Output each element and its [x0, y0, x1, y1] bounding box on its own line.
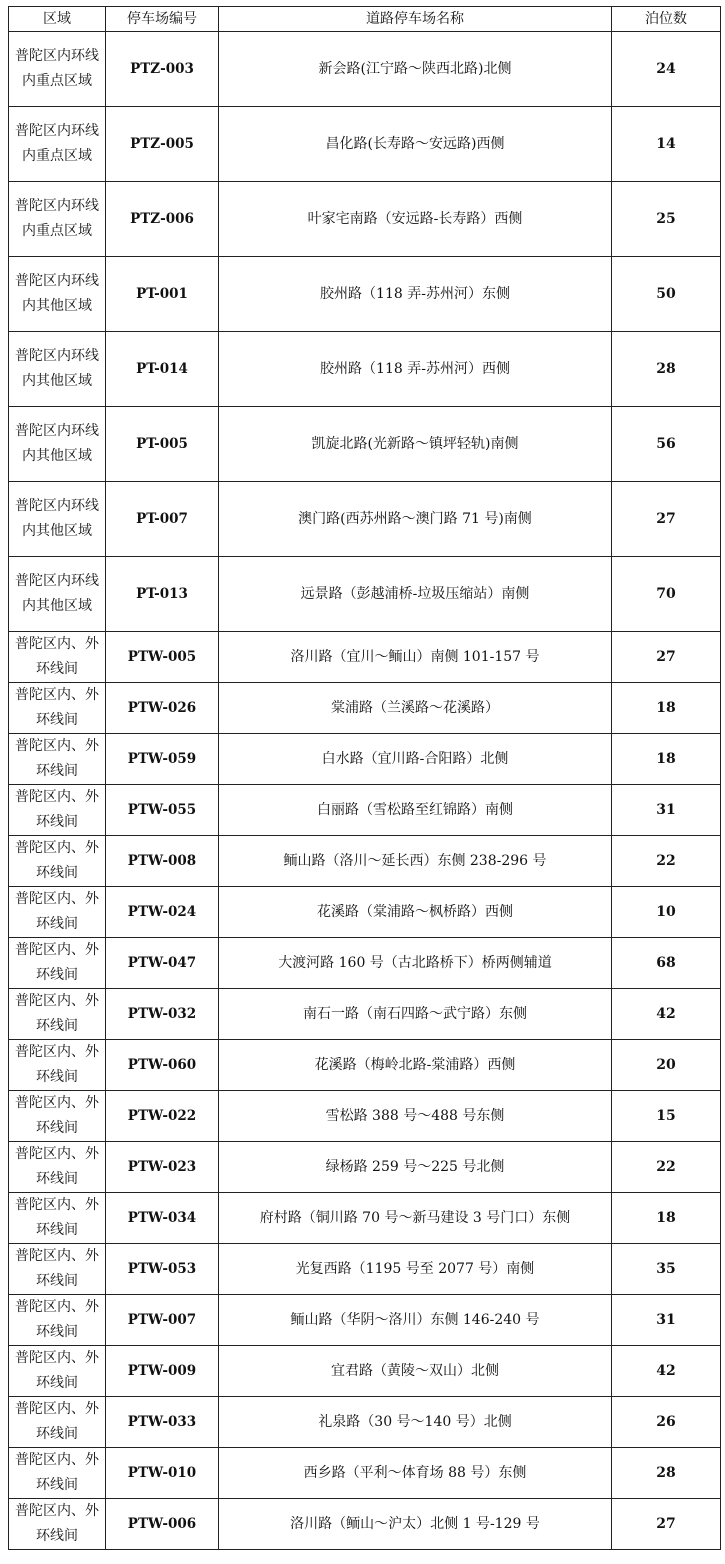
area-cell: 普陀区内、外环线间 [9, 683, 106, 734]
name-cell: 礼泉路（30 号～140 号）北侧 [219, 1397, 612, 1448]
name-cell: 胶州路（118 弄-苏州河）西侧 [219, 332, 612, 407]
spaces-cell: 31 [612, 1295, 721, 1346]
table-row [9, 182, 721, 257]
code-cell: PT-001 [106, 257, 219, 332]
spaces-cell: 24 [612, 32, 721, 107]
name-cell: 府村路（铜川路 70 号～新马建设 3 号门口）东侧 [219, 1193, 612, 1244]
code-cell: PTW-008 [106, 836, 219, 887]
name-cell: 宜君路（黄陵～双山）北侧 [219, 1346, 612, 1397]
area-cell: 普陀区内、外环线间 [9, 836, 106, 887]
name-cell: 凯旋北路(光新路～镇坪轻轨)南侧 [219, 407, 612, 482]
spaces-cell: 28 [612, 332, 721, 407]
name-cell: 昌化路(长寿路～安远路)西侧 [219, 107, 612, 182]
table-row [9, 482, 721, 557]
code-cell: PTW-032 [106, 989, 219, 1040]
code-cell: PTW-022 [106, 1091, 219, 1142]
spaces-cell: 50 [612, 257, 721, 332]
name-cell: 西乡路（平利～体育场 88 号）东侧 [219, 1448, 612, 1499]
spaces-cell: 18 [612, 683, 721, 734]
code-cell: PT-014 [106, 332, 219, 407]
name-cell: 花溪路（棠浦路～枫桥路）西侧 [219, 887, 612, 938]
name-cell: 棠浦路（兰溪路～花溪路） [219, 683, 612, 734]
header-spaces: 泊位数 [612, 7, 721, 32]
area-cell: 普陀区内、外环线间 [9, 1142, 106, 1193]
area-cell: 普陀区内、外环线间 [9, 1091, 106, 1142]
code-cell: PTW-026 [106, 683, 219, 734]
header-name: 道路停车场名称 [219, 7, 612, 32]
name-cell: 洛川路（鲕山～沪太）北侧 1 号-129 号 [219, 1499, 612, 1550]
code-cell: PTZ-006 [106, 182, 219, 257]
table-row [9, 836, 721, 887]
table-row [9, 557, 721, 632]
code-cell: PTW-059 [106, 734, 219, 785]
code-cell: PTW-024 [106, 887, 219, 938]
spaces-cell: 27 [612, 482, 721, 557]
code-cell: PTZ-003 [106, 32, 219, 107]
spaces-cell: 27 [612, 632, 721, 683]
code-cell: PTZ-005 [106, 107, 219, 182]
name-cell: 光复西路（1195 号至 2077 号）南侧 [219, 1244, 612, 1295]
spaces-cell: 10 [612, 887, 721, 938]
name-cell: 鲕山路（洛川～延长西）东侧 238-296 号 [219, 836, 612, 887]
spaces-cell: 35 [612, 1244, 721, 1295]
code-cell: PTW-023 [106, 1142, 219, 1193]
area-cell: 普陀区内、外环线间 [9, 887, 106, 938]
table-row [9, 632, 721, 683]
area-cell: 普陀区内环线内其他区域 [9, 482, 106, 557]
spaces-cell: 42 [612, 1346, 721, 1397]
name-cell: 洛川路（宜川～鲕山）南侧 101-157 号 [219, 632, 612, 683]
spaces-cell: 15 [612, 1091, 721, 1142]
spaces-cell: 20 [612, 1040, 721, 1091]
spaces-cell: 31 [612, 785, 721, 836]
table-row [9, 887, 721, 938]
table-row [9, 107, 721, 182]
name-cell: 鲕山路（华阴～洛川）东侧 146-240 号 [219, 1295, 612, 1346]
code-cell: PTW-009 [106, 1346, 219, 1397]
code-cell: PTW-055 [106, 785, 219, 836]
name-cell: 南石一路（南石四路～武宁路）东侧 [219, 989, 612, 1040]
name-cell: 新会路(江宁路～陕西北路)北侧 [219, 32, 612, 107]
name-cell: 白丽路（雪松路至红锦路）南侧 [219, 785, 612, 836]
table-row [9, 785, 721, 836]
spaces-cell: 42 [612, 989, 721, 1040]
table-row [9, 1193, 721, 1244]
code-cell: PTW-034 [106, 1193, 219, 1244]
area-cell: 普陀区内、外环线间 [9, 938, 106, 989]
area-cell: 普陀区内、外环线间 [9, 1397, 106, 1448]
parking-table [8, 6, 721, 1550]
spaces-cell: 14 [612, 107, 721, 182]
header-area: 区域 [9, 7, 106, 32]
table-row [9, 734, 721, 785]
table-row [9, 1346, 721, 1397]
table-row [9, 1397, 721, 1448]
header-code: 停车场编号 [106, 7, 219, 32]
name-cell: 花溪路（梅岭北路-棠浦路）西侧 [219, 1040, 612, 1091]
code-cell: PT-005 [106, 407, 219, 482]
table-row [9, 257, 721, 332]
spaces-cell: 28 [612, 1448, 721, 1499]
name-cell: 澳门路(西苏州路～澳门路 71 号)南侧 [219, 482, 612, 557]
area-cell: 普陀区内环线内其他区域 [9, 557, 106, 632]
area-cell: 普陀区内、外环线间 [9, 989, 106, 1040]
spaces-cell: 27 [612, 1499, 721, 1550]
area-cell: 普陀区内、外环线间 [9, 1040, 106, 1091]
area-cell: 普陀区内环线内重点区域 [9, 32, 106, 107]
table-row [9, 1295, 721, 1346]
area-cell: 普陀区内、外环线间 [9, 1499, 106, 1550]
code-cell: PTW-060 [106, 1040, 219, 1091]
table-body [9, 32, 721, 1550]
name-cell: 雪松路 388 号～488 号东侧 [219, 1091, 612, 1142]
header-row [9, 7, 721, 32]
code-cell: PTW-053 [106, 1244, 219, 1295]
area-cell: 普陀区内、外环线间 [9, 734, 106, 785]
code-cell: PTW-005 [106, 632, 219, 683]
name-cell: 绿杨路 259 号～225 号北侧 [219, 1142, 612, 1193]
code-cell: PT-013 [106, 557, 219, 632]
area-cell: 普陀区内、外环线间 [9, 1244, 106, 1295]
area-cell: 普陀区内环线内重点区域 [9, 107, 106, 182]
area-cell: 普陀区内环线内其他区域 [9, 407, 106, 482]
table-row [9, 407, 721, 482]
code-cell: PT-007 [106, 482, 219, 557]
area-cell: 普陀区内、外环线间 [9, 1193, 106, 1244]
area-cell: 普陀区内、外环线间 [9, 785, 106, 836]
spaces-cell: 22 [612, 836, 721, 887]
area-cell: 普陀区内环线内其他区域 [9, 257, 106, 332]
area-cell: 普陀区内环线内重点区域 [9, 182, 106, 257]
table-row [9, 1448, 721, 1499]
table-row [9, 1499, 721, 1550]
table-row [9, 1244, 721, 1295]
name-cell: 胶州路（118 弄-苏州河）东侧 [219, 257, 612, 332]
name-cell: 远景路（彭越浦桥-垃圾压缩站）南侧 [219, 557, 612, 632]
table-row [9, 332, 721, 407]
code-cell: PTW-033 [106, 1397, 219, 1448]
table-row [9, 683, 721, 734]
area-cell: 普陀区内、外环线间 [9, 1295, 106, 1346]
spaces-cell: 70 [612, 557, 721, 632]
code-cell: PTW-047 [106, 938, 219, 989]
table-row [9, 1091, 721, 1142]
area-cell: 普陀区内、外环线间 [9, 632, 106, 683]
code-cell: PTW-007 [106, 1295, 219, 1346]
spaces-cell: 68 [612, 938, 721, 989]
area-cell: 普陀区内、外环线间 [9, 1346, 106, 1397]
area-cell: 普陀区内、外环线间 [9, 1448, 106, 1499]
table-row [9, 989, 721, 1040]
spaces-cell: 22 [612, 1142, 721, 1193]
table-row [9, 32, 721, 107]
spaces-cell: 18 [612, 734, 721, 785]
name-cell: 叶家宅南路（安远路-长寿路）西侧 [219, 182, 612, 257]
area-cell: 普陀区内环线内其他区域 [9, 332, 106, 407]
table-row [9, 938, 721, 989]
spaces-cell: 26 [612, 1397, 721, 1448]
spaces-cell: 25 [612, 182, 721, 257]
spaces-cell: 56 [612, 407, 721, 482]
name-cell: 大渡河路 160 号（古北路桥下）桥两侧辅道 [219, 938, 612, 989]
name-cell: 白水路（宜川路-合阳路）北侧 [219, 734, 612, 785]
code-cell: PTW-010 [106, 1448, 219, 1499]
table-row [9, 1040, 721, 1091]
code-cell: PTW-006 [106, 1499, 219, 1550]
spaces-cell: 18 [612, 1193, 721, 1244]
table-row [9, 1142, 721, 1193]
